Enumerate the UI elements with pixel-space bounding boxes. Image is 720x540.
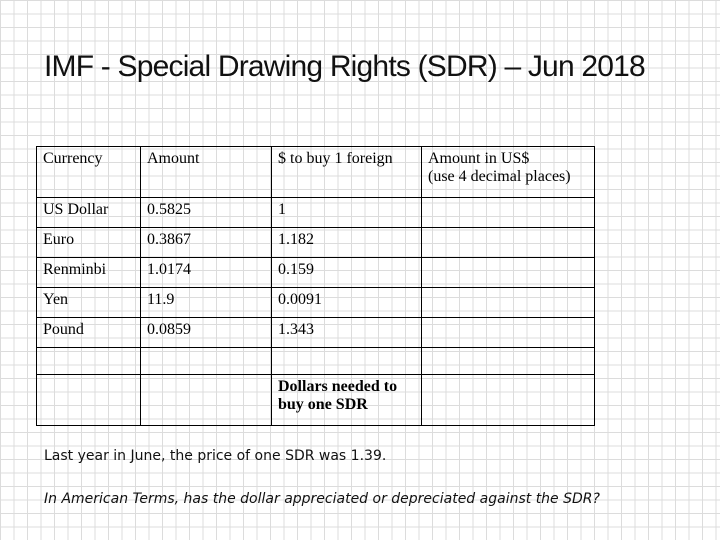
prior-year-note: Last year in June, the price of one SDR was 1.39.	[44, 448, 387, 464]
cell-rate: 0.159	[272, 258, 422, 288]
header-amount-usd-note: (use 4 decimal places)	[428, 168, 571, 185]
cell-amount-usd[interactable]	[422, 288, 595, 318]
cell-amount: 0.3867	[141, 228, 272, 258]
empty-cell	[37, 348, 141, 375]
empty-cell	[141, 348, 272, 375]
cell-amount-usd[interactable]	[422, 258, 595, 288]
cell-rate: 1	[272, 198, 422, 228]
cell-amount: 11.9	[141, 288, 272, 318]
sdr-table	[36, 146, 595, 426]
cell-currency: Pound	[37, 318, 141, 348]
empty-cell[interactable]	[422, 348, 595, 375]
cell-currency: Yen	[37, 288, 141, 318]
cell-rate: 1.343	[272, 318, 422, 348]
table-header-row	[37, 147, 595, 198]
table-row	[37, 228, 595, 258]
dollars-needed-answer-cell[interactable]	[422, 375, 595, 426]
dollars-needed-line1: Dollars needed to	[278, 378, 398, 395]
cell-amount-usd[interactable]	[422, 198, 595, 228]
appreciation-question: In American Terms, has the dollar appreciated or depreciated against the SDR?	[44, 491, 600, 507]
header-amount-usd	[422, 147, 595, 198]
cell-amount-usd[interactable]	[422, 318, 595, 348]
cell-rate: 1.182	[272, 228, 422, 258]
cell-rate: 0.0091	[272, 288, 422, 318]
table-row-dollars-needed	[37, 375, 595, 426]
header-amount: Amount	[141, 147, 272, 198]
header-rate: $ to buy 1 foreign	[272, 147, 422, 198]
cell-amount: 0.0859	[141, 318, 272, 348]
cell-currency: Renminbi	[37, 258, 141, 288]
empty-cell	[272, 348, 422, 375]
dollars-needed-line2: buy one SDR	[278, 396, 368, 413]
cell-amount: 1.0174	[141, 258, 272, 288]
table-row	[37, 198, 595, 228]
header-amount-usd-label: Amount in US$	[428, 150, 530, 167]
cell-currency: US Dollar	[37, 198, 141, 228]
cell-amount-usd[interactable]	[422, 228, 595, 258]
table-row	[37, 258, 595, 288]
empty-cell	[37, 375, 141, 426]
dollars-needed-label	[272, 375, 422, 426]
table-row	[37, 288, 595, 318]
table-row	[37, 318, 595, 348]
cell-amount: 0.5825	[141, 198, 272, 228]
table-row-empty	[37, 348, 595, 375]
header-currency: Currency	[37, 147, 141, 198]
slide-title: IMF - Special Drawing Rights (SDR) – Jun 2018	[44, 50, 645, 83]
cell-currency: Euro	[37, 228, 141, 258]
empty-cell	[141, 375, 272, 426]
